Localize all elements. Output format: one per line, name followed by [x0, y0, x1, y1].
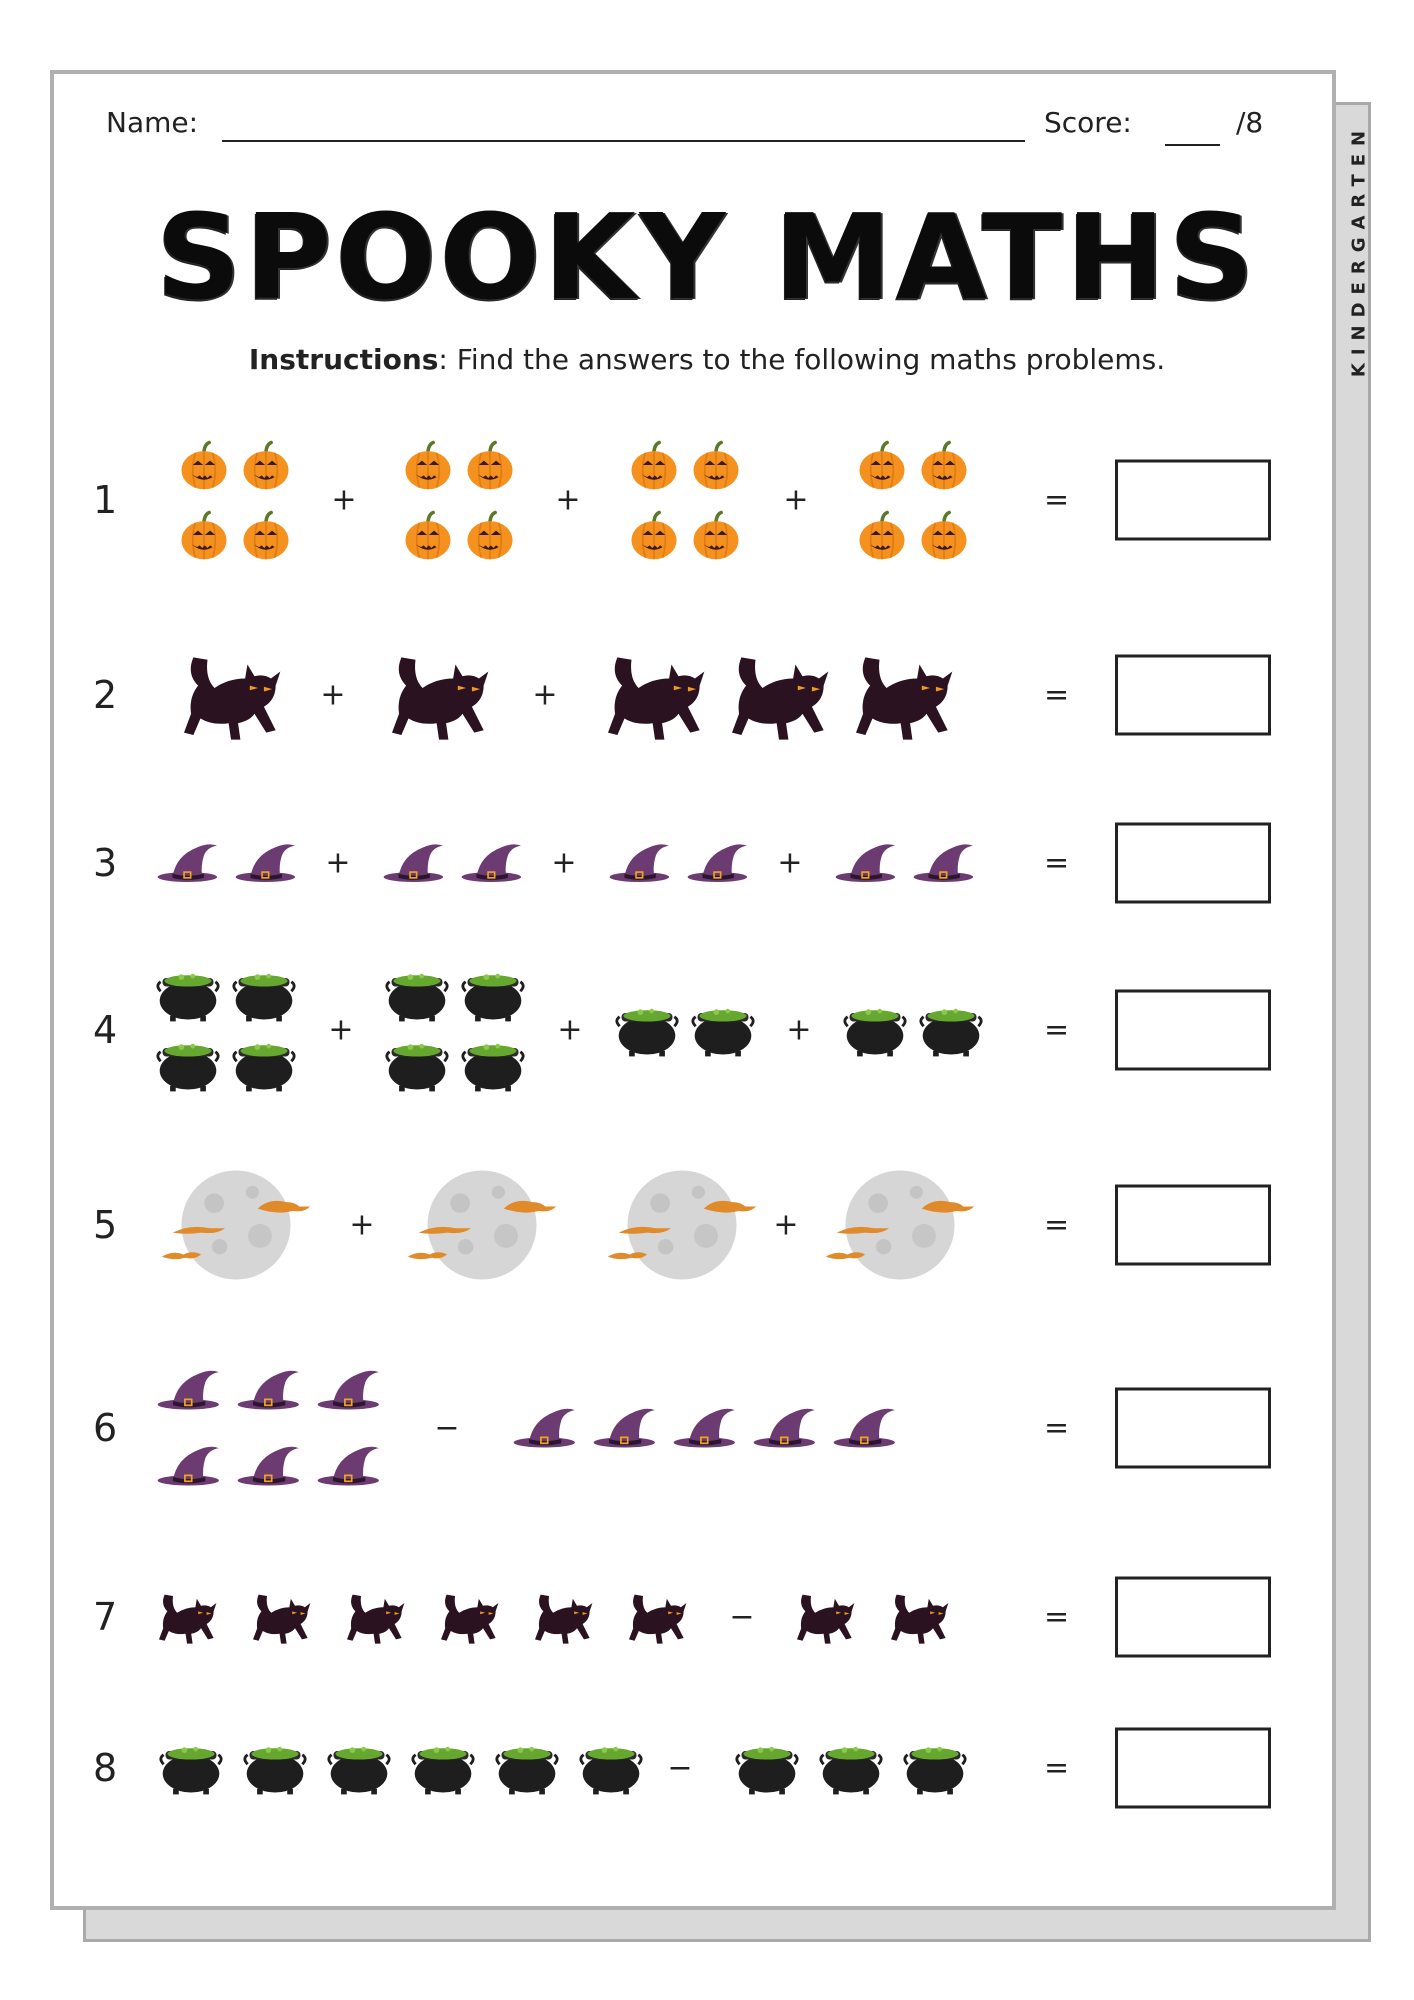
problem-number: 2: [93, 673, 118, 717]
minus-sign: −: [729, 1599, 755, 1635]
plus-sign: +: [557, 1012, 583, 1048]
cauldron-icon: [410, 1739, 476, 1801]
witch-hat-icon: [236, 1365, 304, 1419]
worksheet-title: SPOOKY MATHS: [156, 188, 1258, 326]
cauldron-icon: [384, 966, 450, 1028]
cauldron-icon: [690, 1001, 756, 1063]
problem-number: 3: [93, 841, 118, 885]
jack-o-lantern-icon: [402, 436, 454, 498]
answer-box[interactable]: [1115, 1185, 1271, 1266]
problem-number: 6: [93, 1406, 118, 1450]
black-cat-icon: [246, 1584, 316, 1654]
witch-hat-icon: [156, 1365, 224, 1419]
answer-box[interactable]: [1115, 655, 1271, 736]
plus-sign: +: [532, 677, 558, 713]
minus-sign: −: [667, 1750, 693, 1786]
instructions: [0, 343, 1414, 376]
problem-number: 5: [93, 1203, 118, 1247]
witch-hat-icon: [752, 1403, 820, 1457]
witch-hat-icon: [382, 839, 448, 891]
equals-sign: =: [1044, 677, 1070, 713]
cauldron-icon: [384, 1036, 450, 1098]
jack-o-lantern-icon: [628, 506, 680, 568]
jack-o-lantern-icon: [856, 506, 908, 568]
answer-box[interactable]: [1115, 1728, 1271, 1809]
black-cat-icon: [434, 1584, 504, 1654]
cauldron-icon: [460, 1036, 526, 1098]
jack-o-lantern-icon: [918, 436, 970, 498]
answer-box[interactable]: [1115, 1388, 1271, 1469]
problem-number: 4: [93, 1008, 118, 1052]
instructions-label: Instructions: [248, 343, 439, 376]
score-field[interactable]: [1165, 144, 1220, 146]
minus-sign: −: [434, 1410, 460, 1446]
cauldron-icon: [155, 1036, 221, 1098]
witch-hat-icon: [686, 839, 752, 891]
plus-sign: +: [349, 1207, 375, 1243]
plus-sign: +: [331, 482, 357, 518]
jack-o-lantern-icon: [464, 506, 516, 568]
plus-sign: +: [325, 845, 351, 881]
black-cat-icon: [380, 648, 498, 746]
cauldron-icon: [460, 966, 526, 1028]
cauldron-icon: [155, 966, 221, 1028]
witch-hat-icon: [316, 1441, 384, 1495]
cauldron-icon: [918, 1001, 984, 1063]
black-cat-icon: [622, 1584, 692, 1654]
cauldron-icon: [231, 1036, 297, 1098]
answer-box[interactable]: [1115, 990, 1271, 1071]
plus-sign: +: [320, 677, 346, 713]
black-cat-icon: [152, 1584, 222, 1654]
score-total: /8: [1236, 106, 1264, 139]
full-moon-icon: [156, 1165, 316, 1289]
problem-number: 1: [93, 478, 118, 522]
instructions-text: : Find the answers to the following maths problems.: [438, 343, 1166, 376]
answer-box[interactable]: [1115, 460, 1271, 541]
witch-hat-icon: [156, 1441, 224, 1495]
jack-o-lantern-icon: [240, 436, 292, 498]
jack-o-lantern-icon: [690, 436, 742, 498]
cauldron-icon: [494, 1739, 560, 1801]
black-cat-icon: [844, 648, 962, 746]
plus-sign: +: [773, 1207, 799, 1243]
witch-hat-icon: [512, 1403, 580, 1457]
problem-number: 8: [93, 1746, 118, 1790]
name-label: Name:: [106, 106, 199, 139]
cauldron-icon: [231, 966, 297, 1028]
witch-hat-icon: [912, 839, 978, 891]
cauldron-icon: [614, 1001, 680, 1063]
jack-o-lantern-icon: [178, 506, 230, 568]
jack-o-lantern-icon: [178, 436, 230, 498]
equals-sign: =: [1044, 1207, 1070, 1243]
equals-sign: =: [1044, 1410, 1070, 1446]
answer-box[interactable]: [1115, 823, 1271, 904]
witch-hat-icon: [592, 1403, 660, 1457]
witch-hat-icon: [834, 839, 900, 891]
jack-o-lantern-icon: [240, 506, 292, 568]
plus-sign: +: [783, 482, 809, 518]
equals-sign: =: [1044, 1750, 1070, 1786]
jack-o-lantern-icon: [464, 436, 516, 498]
plus-sign: +: [786, 1012, 812, 1048]
cauldron-icon: [578, 1739, 644, 1801]
equals-sign: =: [1044, 482, 1070, 518]
cauldron-icon: [242, 1739, 308, 1801]
cauldron-icon: [842, 1001, 908, 1063]
jack-o-lantern-icon: [918, 506, 970, 568]
plus-sign: +: [777, 845, 803, 881]
plus-sign: +: [555, 482, 581, 518]
full-moon-icon: [402, 1165, 562, 1289]
cauldron-icon: [902, 1739, 968, 1801]
answer-box[interactable]: [1115, 1577, 1271, 1658]
problem-number: 7: [93, 1595, 118, 1639]
witch-hat-icon: [236, 1441, 304, 1495]
jack-o-lantern-icon: [628, 436, 680, 498]
witch-hat-icon: [460, 839, 526, 891]
witch-hat-icon: [672, 1403, 740, 1457]
score-label: Score:: [1044, 106, 1132, 139]
witch-hat-icon: [832, 1403, 900, 1457]
black-cat-icon: [790, 1584, 860, 1654]
black-cat-icon: [340, 1584, 410, 1654]
witch-hat-icon: [608, 839, 674, 891]
cauldron-icon: [158, 1739, 224, 1801]
black-cat-icon: [596, 648, 714, 746]
equals-sign: =: [1044, 1012, 1070, 1048]
jack-o-lantern-icon: [856, 436, 908, 498]
cauldron-icon: [734, 1739, 800, 1801]
grade-level-label: KINDERGARTEN: [1348, 122, 1370, 378]
witch-hat-icon: [316, 1365, 384, 1419]
witch-hat-icon: [234, 839, 300, 891]
equals-sign: =: [1044, 1599, 1070, 1635]
plus-sign: +: [551, 845, 577, 881]
jack-o-lantern-icon: [402, 506, 454, 568]
black-cat-icon: [884, 1584, 954, 1654]
full-moon-icon: [820, 1165, 980, 1289]
witch-hat-icon: [156, 839, 222, 891]
cauldron-icon: [818, 1739, 884, 1801]
black-cat-icon: [528, 1584, 598, 1654]
full-moon-icon: [602, 1165, 762, 1289]
black-cat-icon: [172, 648, 290, 746]
name-field[interactable]: [222, 140, 1025, 142]
equals-sign: =: [1044, 845, 1070, 881]
plus-sign: +: [328, 1012, 354, 1048]
black-cat-icon: [720, 648, 838, 746]
cauldron-icon: [326, 1739, 392, 1801]
jack-o-lantern-icon: [690, 506, 742, 568]
